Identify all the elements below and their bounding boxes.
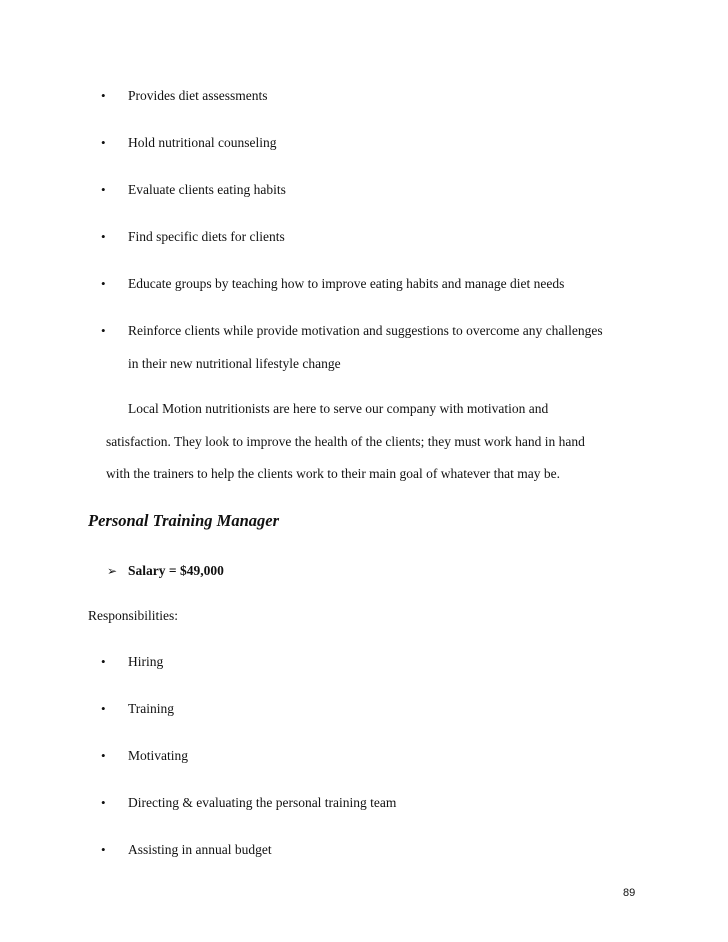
bullet-icon: • <box>101 748 106 763</box>
list-item: Evaluate clients eating habits <box>128 182 286 197</box>
page-number: 89 <box>623 887 636 899</box>
bullet-icon: • <box>101 795 106 810</box>
list-item: Educate groups by teaching how to improve eating habits and manage diet needs <box>128 276 565 291</box>
list-item: Find specific diets for clients <box>128 229 285 244</box>
bullet-icon: • <box>101 229 106 244</box>
paragraph-line: with the trainers to help the clients work to their main goal of whatever that may be. <box>106 466 560 481</box>
arrow-bullet-icon: ➢ <box>107 564 118 578</box>
list-item-continuation: in their new nutritional lifestyle change <box>128 356 341 371</box>
list-item: Reinforce clients while provide motivation and suggestions to overcome any challenges <box>128 323 603 338</box>
bullet-icon: • <box>101 135 106 150</box>
responsibilities-label: Responsibilities: <box>88 608 179 623</box>
list-item: Directing & evaluating the personal training team <box>128 795 397 810</box>
bullet-icon: • <box>101 323 106 338</box>
bullet-icon: • <box>101 88 106 103</box>
bullet-icon: • <box>101 842 106 857</box>
salary-text: Salary = $49,000 <box>128 563 224 578</box>
bullet-icon: • <box>101 654 106 669</box>
bullet-icon: • <box>101 182 106 197</box>
list-item: Hold nutritional counseling <box>128 135 277 150</box>
bullet-icon: • <box>101 701 106 716</box>
bullet-icon: • <box>101 276 106 291</box>
list-item: Assisting in annual budget <box>128 842 272 857</box>
list-item: Provides diet assessments <box>128 88 268 103</box>
paragraph-line: satisfaction. They look to improve the health of the clients; they must work hand in hand <box>106 434 585 449</box>
list-item: Motivating <box>128 748 188 763</box>
section-heading: Personal Training Manager <box>88 511 280 530</box>
list-item: Training <box>128 701 175 716</box>
list-item: Hiring <box>128 654 164 669</box>
paragraph-line: Local Motion nutritionists are here to serve our company with motivation and <box>128 401 549 416</box>
